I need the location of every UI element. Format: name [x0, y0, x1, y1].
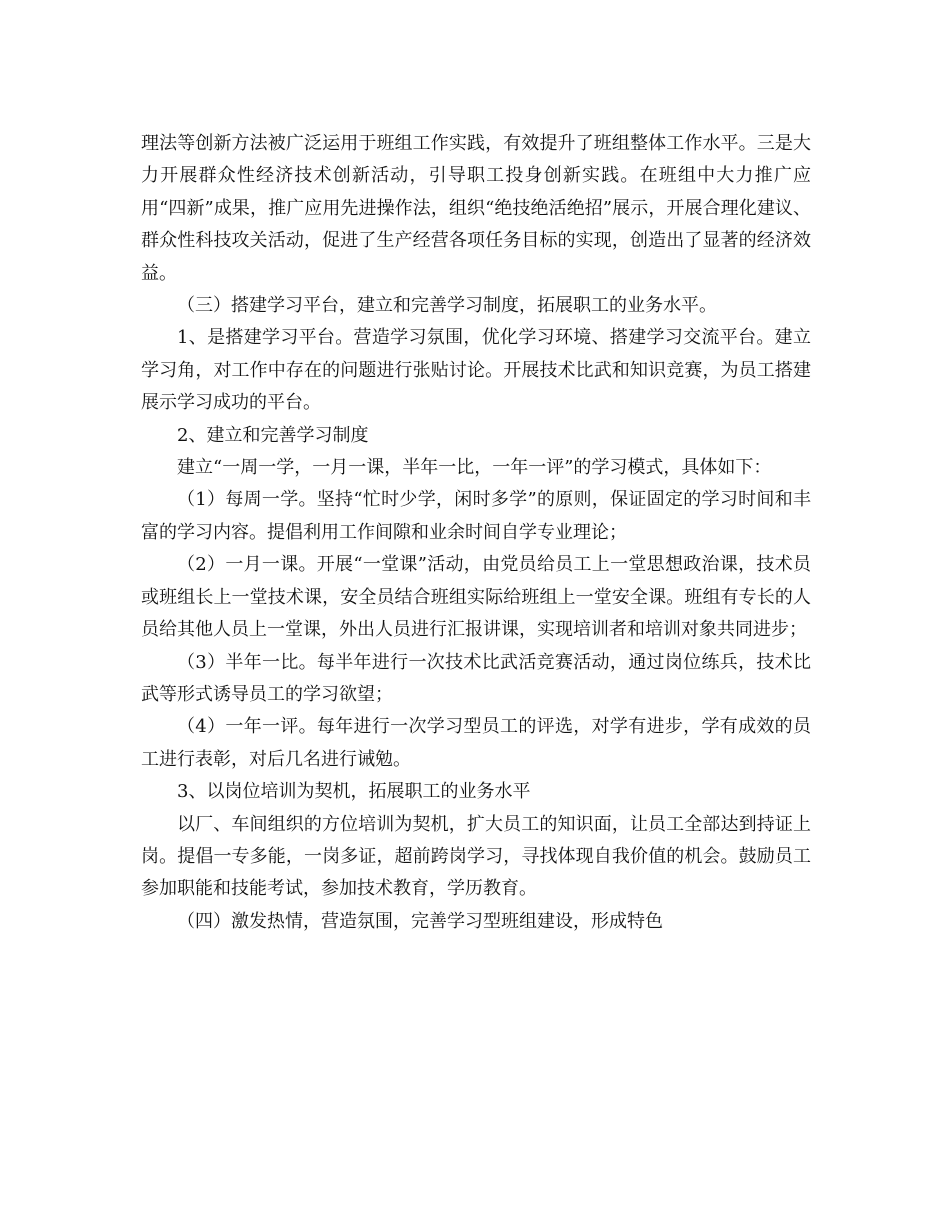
- document-body: [141, 128, 811, 938]
- paragraph-job-training: 以厂、车间组织的方位培训为契机，扩大员工的知识面，让员工全部达到持证上岗。提倡一专多能，一岗多证，超前跨岗学习，寻找体现自我价值的机会。鼓励员工参加职能和技能考试，参加技术教育，学历教育。: [141, 813, 811, 900]
- subheading-job-training: 3、以岗位培训为契机，拓展职工的业务水平: [177, 781, 531, 803]
- item-weekly-study: （1）每周一学。坚持“忙时少学，闲时多学”的原则，保证固定的学习时间和丰富的学习内容。提倡利用工作间隙和业余时间自学专业理论；: [141, 489, 811, 543]
- item-monthly-lesson: （2）一月一课。开展“一堂课”活动，由党员给员工上一堂思想政治课，技术员或班组长上一堂技术课，安全员结合班组实际给班组上一堂安全课。班组有专长的人员给其他人员上一堂课，外出人员进行汇报讲课，实现培训者和培训对象共同进步；: [141, 554, 811, 641]
- section-heading-four: （四）激发热情，营造氛围，完善学习型班组建设，形成特色: [177, 910, 663, 932]
- item-half-year-contest: （3）半年一比。每半年进行一次技术比武活竞赛活动，通过岗位练兵，技术比武等形式诱导员工的学习欲望；: [141, 651, 811, 705]
- item-yearly-evaluation: （4）一年一评。每年进行一次学习型员工的评选，对学有进步，学有成效的员工进行表彰，对后几名进行诫勉。: [141, 716, 811, 770]
- paragraph-learning-platform: 1、是搭建学习平台。营造学习氛围，优化学习环境、搭建学习交流平台。建立学习角，对工作中存在的问题进行张贴讨论。开展技术比武和知识竞赛，为员工搭建展示学习成功的平台。: [141, 327, 811, 414]
- paragraph-continuation: 理法等创新方法被广泛运用于班组工作实践，有效提升了班组整体工作水平。三是大力开展群众性经济技术创新活动，引导职工投身创新实践。在班组中大力推广应用“四新”成果，推广应用先进操作法，组织“绝技绝活绝招”展示，开展合理化建议、群众性科技攻关活动，促进了生产经营各项任务目标的实现，创造出了显著的经济效益。: [141, 133, 811, 284]
- section-heading-three: （三）搭建学习平台，建立和完善学习制度，拓展职工的业务水平。: [177, 295, 717, 317]
- subheading-learning-system: 2、建立和完善学习制度: [177, 424, 369, 446]
- paragraph-learning-mode: 建立“一周一学，一月一课，半年一比，一年一评”的学习模式，具体如下：: [177, 457, 772, 479]
